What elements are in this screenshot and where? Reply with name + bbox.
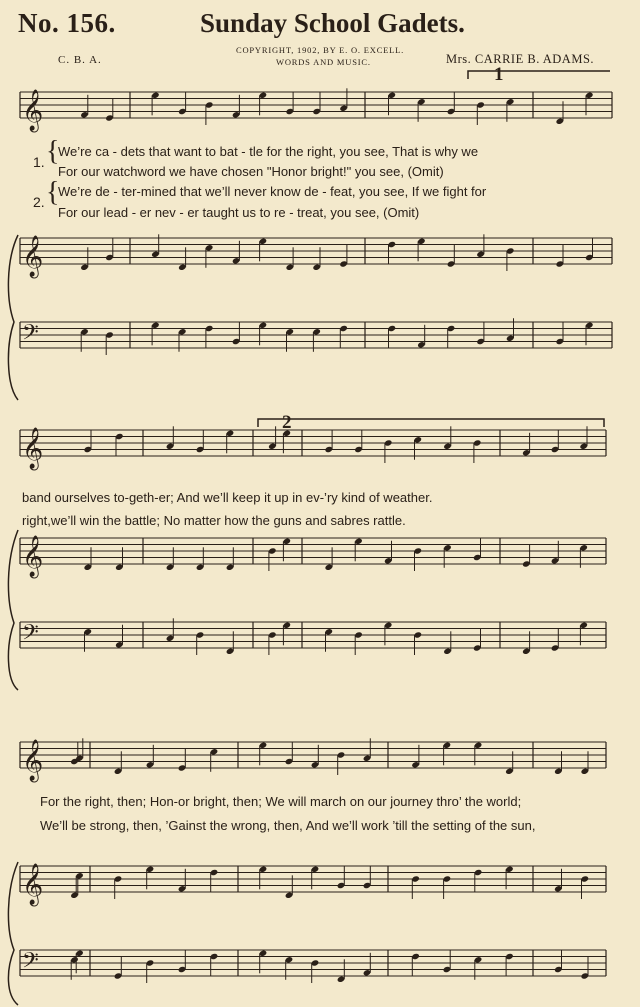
composer-initials: C. B. A. (58, 54, 102, 66)
treble-clef: 𝄞 (22, 90, 44, 131)
clef-glyphs (22, 89, 43, 979)
treble-clef: 𝄞 (22, 428, 44, 469)
author-name: Mrs. CARRIE B. ADAMS. (446, 52, 595, 66)
lyric-s3-l1: For the right, then; Hon-or bright, then; We will march on our journey thro’ the world; (40, 794, 522, 809)
brace-system-3 (8, 862, 18, 1005)
note-heads (70, 88, 593, 983)
bass-clef: 𝄢 (22, 948, 39, 979)
volta-first-label: 1 (494, 64, 504, 85)
staff-lines (20, 92, 612, 976)
verse-number-2: 2. (33, 194, 45, 210)
lyric-s2-l1: band ourselves to-geth-er; And we’ll keep it up in ev-’ry kind of weather. (22, 490, 433, 505)
volta-first-bracket (468, 71, 610, 79)
barlines (20, 92, 612, 976)
lyric-s1-v2-l1: We’re de - ter-mined that we’ll never know de - feat, you see, If we fight for (58, 184, 487, 199)
lyric-s3-l2: We’ll be strong, then, ’Gainst the wrong, then, And we’ll work ’till the setting of the sun, (40, 818, 536, 833)
hymn-title: Sunday School Gadets. (200, 8, 465, 38)
treble-clef: 𝄞 (22, 864, 44, 905)
treble-clef: 𝄞 (22, 740, 44, 781)
brace-system-2 (8, 530, 18, 690)
hymn-number: No. 156. (18, 8, 116, 38)
treble-clef: 𝄞 (22, 236, 44, 277)
bass-clef: 𝄢 (22, 620, 39, 651)
bass-clef: 𝄢 (22, 320, 39, 351)
verse-brace-1: { (46, 136, 60, 167)
volta-second-label: 2 (282, 412, 292, 433)
verse-number-1: 1. (33, 154, 45, 170)
brace-system-1 (8, 235, 18, 400)
verse-brace-2: { (46, 177, 60, 208)
lyric-s1-v1-l2: For our watchword we have chosen "Honor bright!" you see, (Omit) (58, 164, 444, 179)
copyright-line: COPYRIGHT, 1902, BY E. O. EXCELL. (236, 45, 405, 55)
volta-second-bracket (258, 419, 604, 427)
treble-clef: 𝄞 (22, 536, 44, 577)
lyric-s1-v2-l2: For our lead - er nev - er taught us to re - treat, you see, (Omit) (58, 205, 420, 220)
lyric-s2-l2: right,we’ll win the battle; No matter how the guns and sabres rattle. (22, 513, 406, 528)
words-music-line: WORDS AND MUSIC. (276, 57, 371, 67)
volta-labels (282, 64, 504, 433)
lyric-s1-v1-l1: We’re ca - dets that want to bat - tle for the right, you see, That is why we (58, 144, 479, 159)
